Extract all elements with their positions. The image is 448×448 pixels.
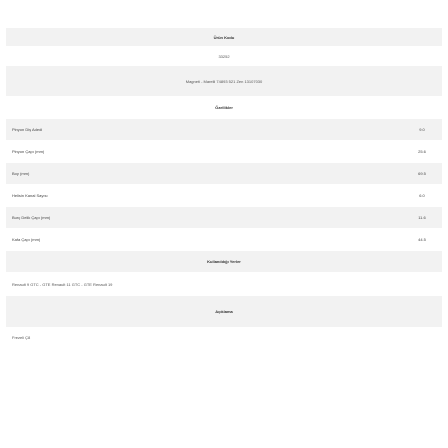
- feature-label: Boy (mm): [12, 171, 30, 176]
- description: Frezeli Ç8: [6, 328, 442, 348]
- description-header: Açıklama: [6, 296, 442, 328]
- product-code: 33252: [6, 47, 442, 66]
- feature-row: [6, 163, 442, 185]
- feature-value: 9.0: [419, 127, 425, 132]
- feature-value: 6.0: [419, 193, 425, 198]
- feature-row: [6, 185, 442, 207]
- feature-row: [6, 229, 442, 251]
- feature-label: Burç Delik Çapı (mm): [12, 215, 51, 220]
- product-spec-table: [6, 28, 442, 348]
- feature-label: Pinyon Diş Adedi: [12, 127, 43, 132]
- feature-row: [6, 119, 442, 141]
- feature-value: 69.5: [418, 171, 426, 176]
- feature-row: [6, 141, 442, 163]
- feature-value: 11.6: [418, 215, 426, 220]
- feature-value: 25.6: [418, 149, 426, 154]
- feature-label: Kafa Çapı (mm): [12, 237, 41, 242]
- feature-label: Helisin Kanal Sayısı: [12, 193, 48, 198]
- product-code-header: Ürün Kodu: [6, 28, 442, 47]
- used-vehicles-header: Kullanıldığı Yerler: [6, 251, 442, 273]
- used-vehicles: Renault 9 GTC - GTE Renault 11 GTC - GTE Renault 19: [6, 273, 442, 296]
- feature-value: 44.5: [418, 237, 426, 242]
- feature-row: [6, 207, 442, 229]
- product-name: Magneti - Marelli 74893 521 Zen 13107030: [6, 66, 442, 97]
- features-header: Özellikler: [6, 97, 442, 119]
- feature-label: Pinyon Çapı (mm): [12, 149, 45, 154]
